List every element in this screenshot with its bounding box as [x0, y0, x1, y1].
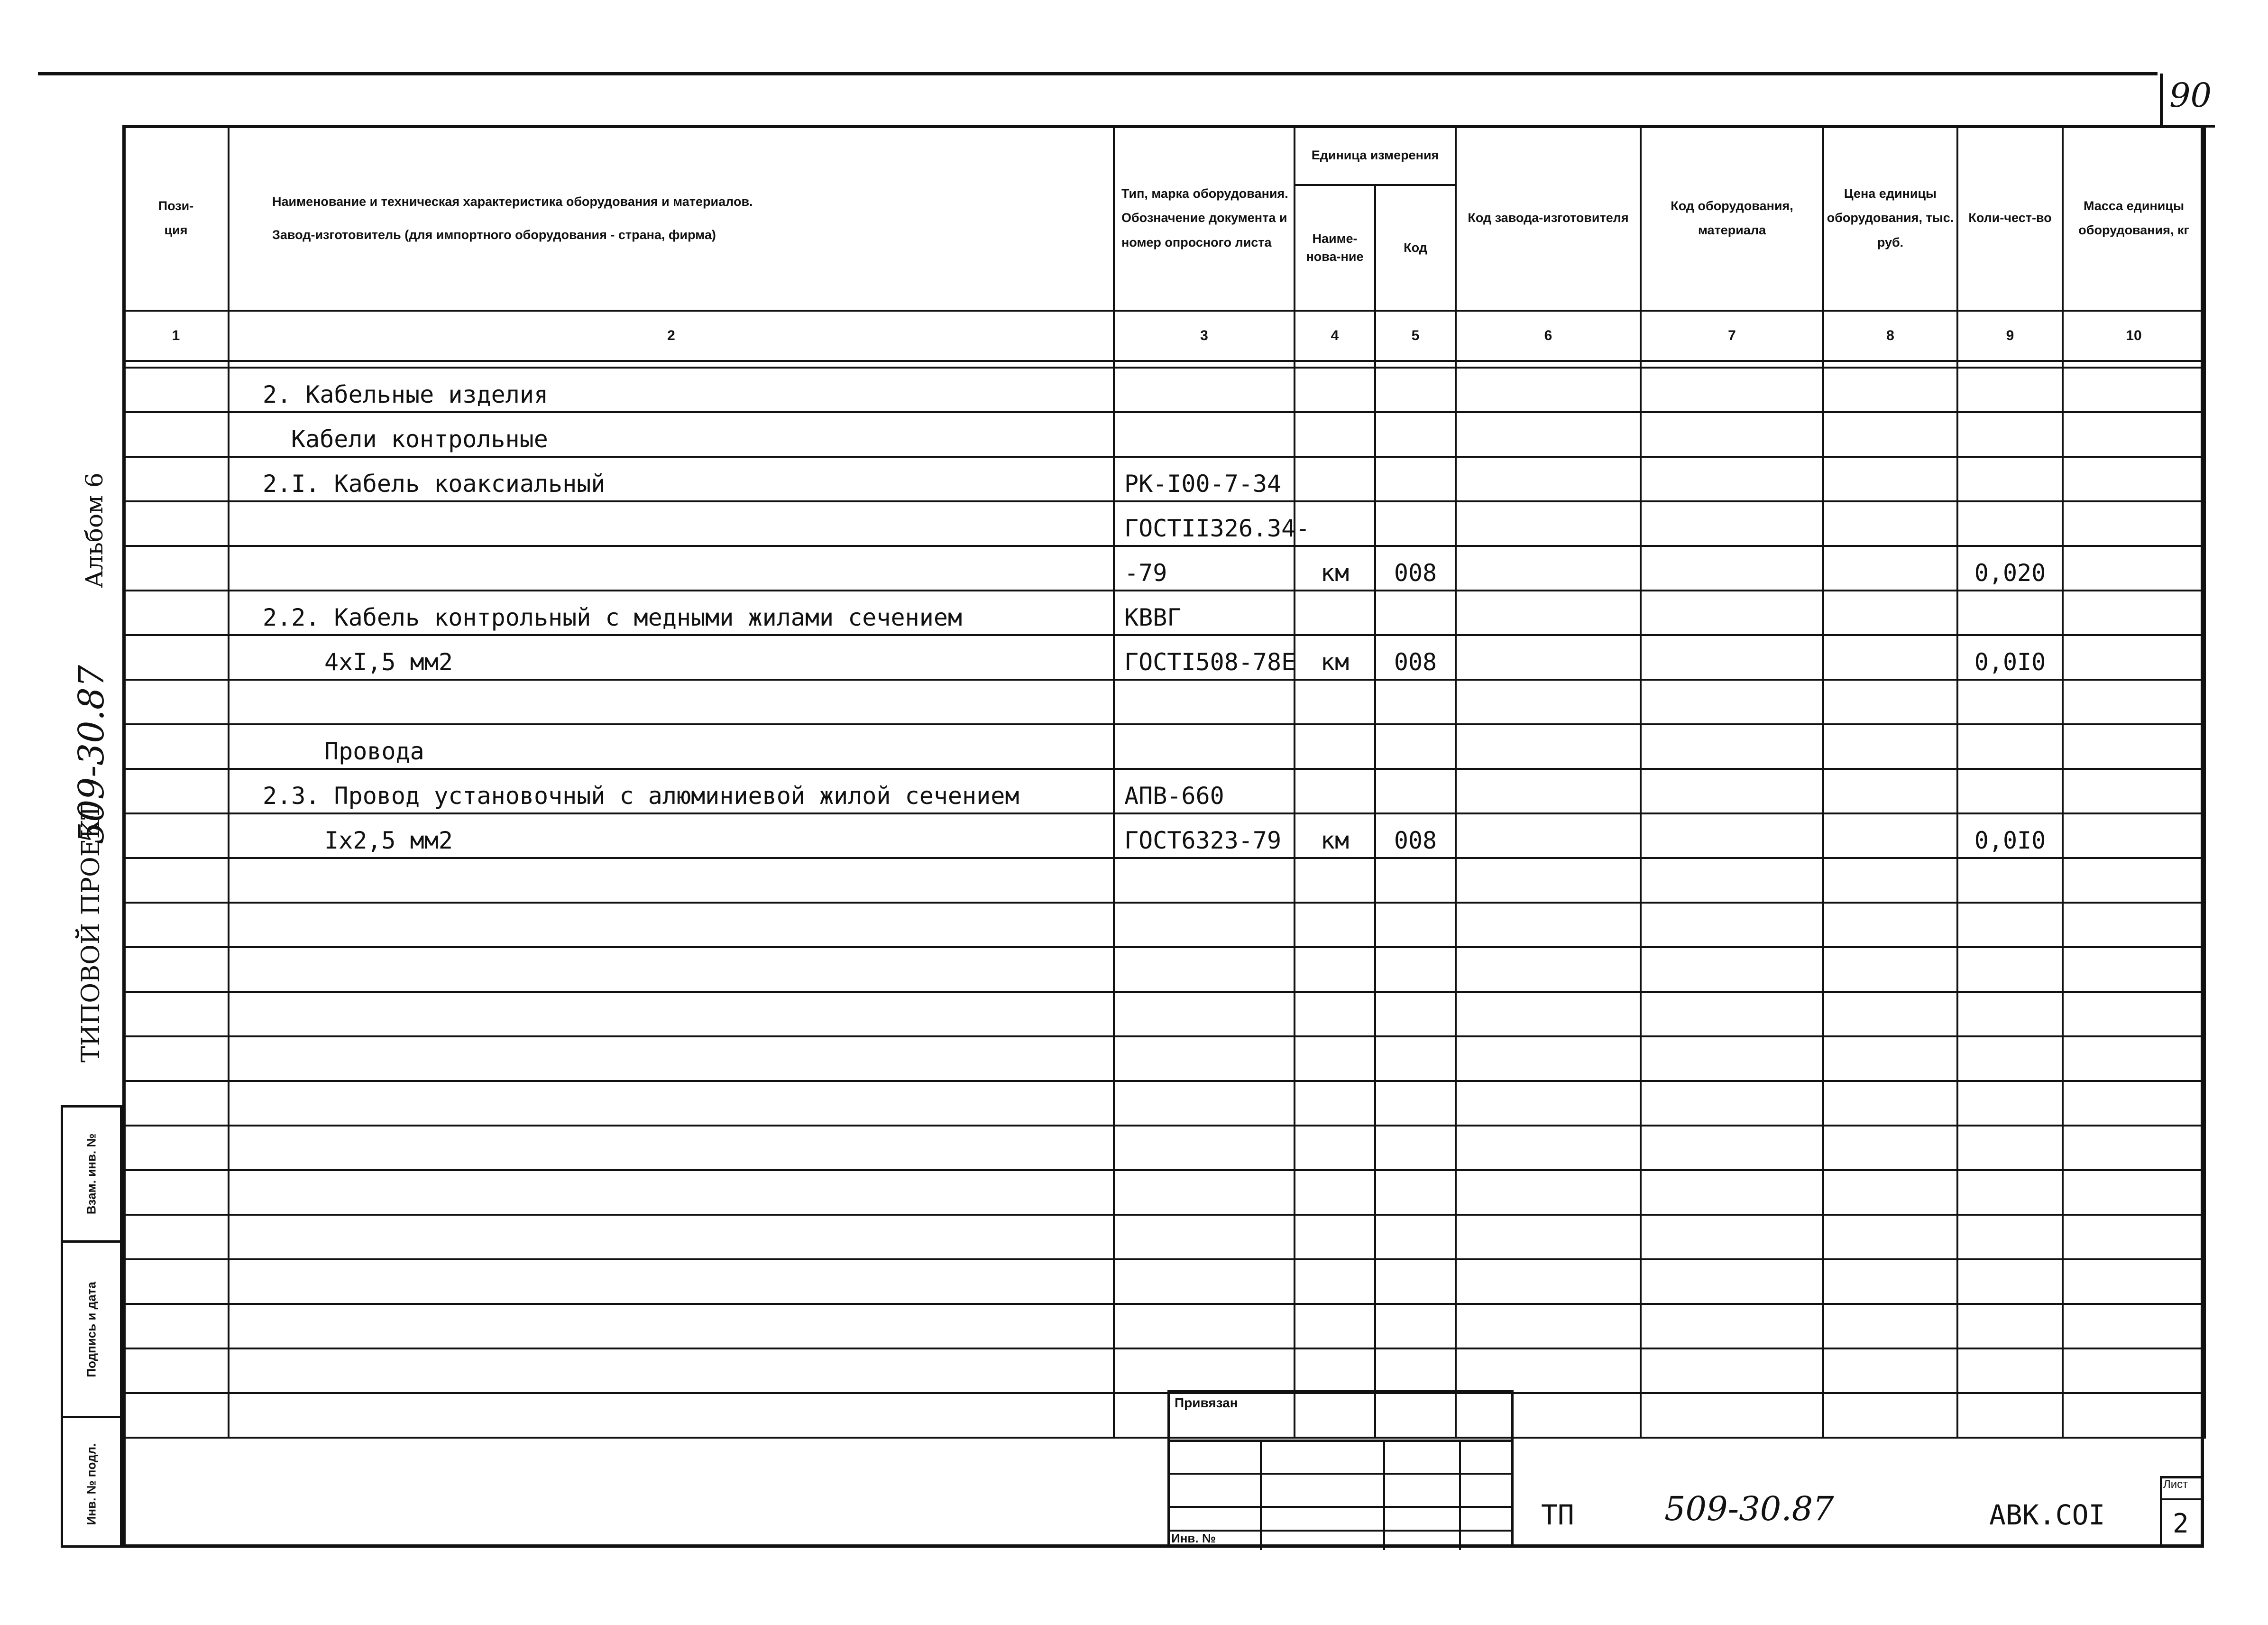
header-unit-name: Наиме-нова-ние — [1295, 185, 1375, 311]
album-label: Альбом 6 — [81, 472, 108, 588]
item-qty — [1957, 501, 2063, 546]
item-code — [1375, 457, 1456, 501]
item-name: 2.I. Кабель коаксиальный — [229, 457, 1114, 501]
side-stamp-cell: Взам. инв. № — [84, 1133, 99, 1215]
header-unit-code: Код — [1375, 185, 1456, 311]
table-row — [123, 724, 2205, 769]
item-qty — [1957, 769, 2063, 813]
item-code: 008 — [1375, 635, 1456, 680]
item-unit: км — [1295, 546, 1375, 591]
table-row — [123, 591, 2205, 635]
column-number-row — [123, 311, 2205, 361]
item-type — [1114, 680, 1295, 724]
table-row — [123, 769, 2205, 813]
item-qty — [1957, 457, 2063, 501]
item-unit — [1295, 412, 1375, 457]
col-number: 3 — [1114, 311, 1295, 361]
empty-row — [123, 903, 2205, 947]
col-number: 9 — [1957, 311, 2063, 361]
item-code: 008 — [1375, 813, 1456, 858]
item-unit — [1295, 368, 1375, 412]
header-quantity: Коли-чест-во — [1957, 126, 2063, 311]
item-qty — [1957, 412, 2063, 457]
empty-row — [123, 1215, 2205, 1259]
item-name — [229, 546, 1114, 591]
empty-row — [123, 1170, 2205, 1215]
item-name: Iх2,5 мм2 — [229, 813, 1114, 858]
item-unit — [1295, 769, 1375, 813]
header-price: Цена единицы оборудования, тыс. руб. — [1823, 126, 1957, 311]
table-row — [123, 457, 2205, 501]
col-number: 5 — [1375, 311, 1456, 361]
specification-table — [122, 125, 2206, 1439]
col-number: 6 — [1456, 311, 1641, 361]
item-code — [1375, 680, 1456, 724]
item-type — [1114, 724, 1295, 769]
item-code — [1375, 769, 1456, 813]
col-number: 2 — [229, 311, 1114, 361]
item-qty: 0,020 — [1957, 546, 2063, 591]
header-equipment-code: Код оборудования, материала — [1641, 126, 1823, 311]
item-type — [1114, 368, 1295, 412]
header-unit: Единица измерения — [1295, 126, 1456, 185]
title-tp: ТП — [1541, 1499, 1574, 1531]
item-code — [1375, 412, 1456, 457]
sheet-label: Лист — [2163, 1478, 2188, 1491]
item-name: 4хI,5 мм2 — [229, 635, 1114, 680]
attached-label: Привязан — [1175, 1395, 1238, 1410]
item-type: ГОСТII326.34- — [1114, 501, 1295, 546]
empty-row — [123, 858, 2205, 903]
header-type: Тип, марка оборудования. Обозначение документа и номер опросного листа — [1114, 126, 1295, 311]
item-type: ГОСТI508-78Е — [1114, 635, 1295, 680]
empty-row — [123, 1081, 2205, 1126]
empty-row — [123, 992, 2205, 1036]
item-code: 008 — [1375, 546, 1456, 591]
item-qty — [1957, 724, 2063, 769]
item-qty — [1957, 680, 2063, 724]
item-name: 2. Кабельные изделия — [229, 368, 1114, 412]
table-row — [123, 501, 2205, 546]
item-name — [229, 501, 1114, 546]
table-row — [123, 635, 2205, 680]
col-number: 7 — [1641, 311, 1823, 361]
item-unit — [1295, 457, 1375, 501]
item-name — [229, 680, 1114, 724]
table-row — [123, 680, 2205, 724]
header-mass: Масса единицы оборудования, кг — [2063, 126, 2205, 311]
header-name: Наименование и техническая характеристика оборудования и материалов. Завод-изготовитель (для импортного оборудования - страна, фирма) — [229, 126, 1114, 311]
item-code — [1375, 724, 1456, 769]
empty-row — [123, 1036, 2205, 1081]
side-project-number: 509-30.87 — [71, 665, 112, 844]
item-type: -79 — [1114, 546, 1295, 591]
table-row — [123, 813, 2205, 858]
empty-row — [123, 1348, 2205, 1393]
title-code: АВК.СОI — [1989, 1499, 2105, 1531]
item-qty — [1957, 591, 2063, 635]
page-number: 90 — [2169, 76, 2212, 115]
header-factory-code: Код завода-изготовителя — [1456, 126, 1641, 311]
item-name: 2.2. Кабель контрольный с медными жилами сечением — [229, 591, 1114, 635]
item-code — [1375, 368, 1456, 412]
side-stamp-cell: Подпись и дата — [63, 1240, 120, 1416]
empty-row — [123, 1393, 2205, 1438]
item-unit: км — [1295, 813, 1375, 858]
item-name: 2.3. Провод установочный с алюминиевой жилой сечением — [229, 769, 1114, 813]
empty-row — [123, 1259, 2205, 1304]
col-number: 10 — [2063, 311, 2205, 361]
item-type — [1114, 412, 1295, 457]
item-type: АПВ-660 — [1114, 769, 1295, 813]
item-qty — [1957, 368, 2063, 412]
side-stamp-cell: Инв. № подл. — [63, 1416, 120, 1550]
empty-row — [123, 1304, 2205, 1348]
title-number: 509-30.87 — [1664, 1489, 1834, 1528]
item-name: Кабели контрольные — [229, 412, 1114, 457]
item-type: КВВГ — [1114, 591, 1295, 635]
item-type: РК-I00-7-34 — [1114, 457, 1295, 501]
attached-stamp — [1167, 1390, 1514, 1548]
spacer-row — [123, 361, 2205, 368]
col-number: 4 — [1295, 311, 1375, 361]
col-number: 8 — [1823, 311, 1957, 361]
item-unit: км — [1295, 635, 1375, 680]
header-row — [123, 126, 2205, 185]
sheet-number: 2 — [2173, 1508, 2189, 1539]
header-position: Пози- ция — [123, 126, 229, 311]
table-row — [123, 368, 2205, 412]
top-rule — [38, 72, 2158, 75]
item-qty: 0,0I0 — [1957, 813, 2063, 858]
item-qty: 0,0I0 — [1957, 635, 2063, 680]
item-code — [1375, 591, 1456, 635]
item-unit — [1295, 680, 1375, 724]
empty-row — [123, 1126, 2205, 1170]
item-type: ГОСТ6323-79 — [1114, 813, 1295, 858]
item-unit — [1295, 724, 1375, 769]
table-row — [123, 546, 2205, 591]
side-stamp — [61, 1105, 122, 1548]
item-unit — [1295, 591, 1375, 635]
table-row — [123, 412, 2205, 457]
inv-label: Инв. № — [1171, 1531, 1216, 1545]
col-number: 1 — [123, 311, 229, 361]
empty-row — [123, 947, 2205, 992]
item-name: Провода — [229, 724, 1114, 769]
item-code — [1375, 501, 1456, 546]
project-type-label: ТИПОВОЙ ПРОЕКТ — [77, 803, 105, 1062]
